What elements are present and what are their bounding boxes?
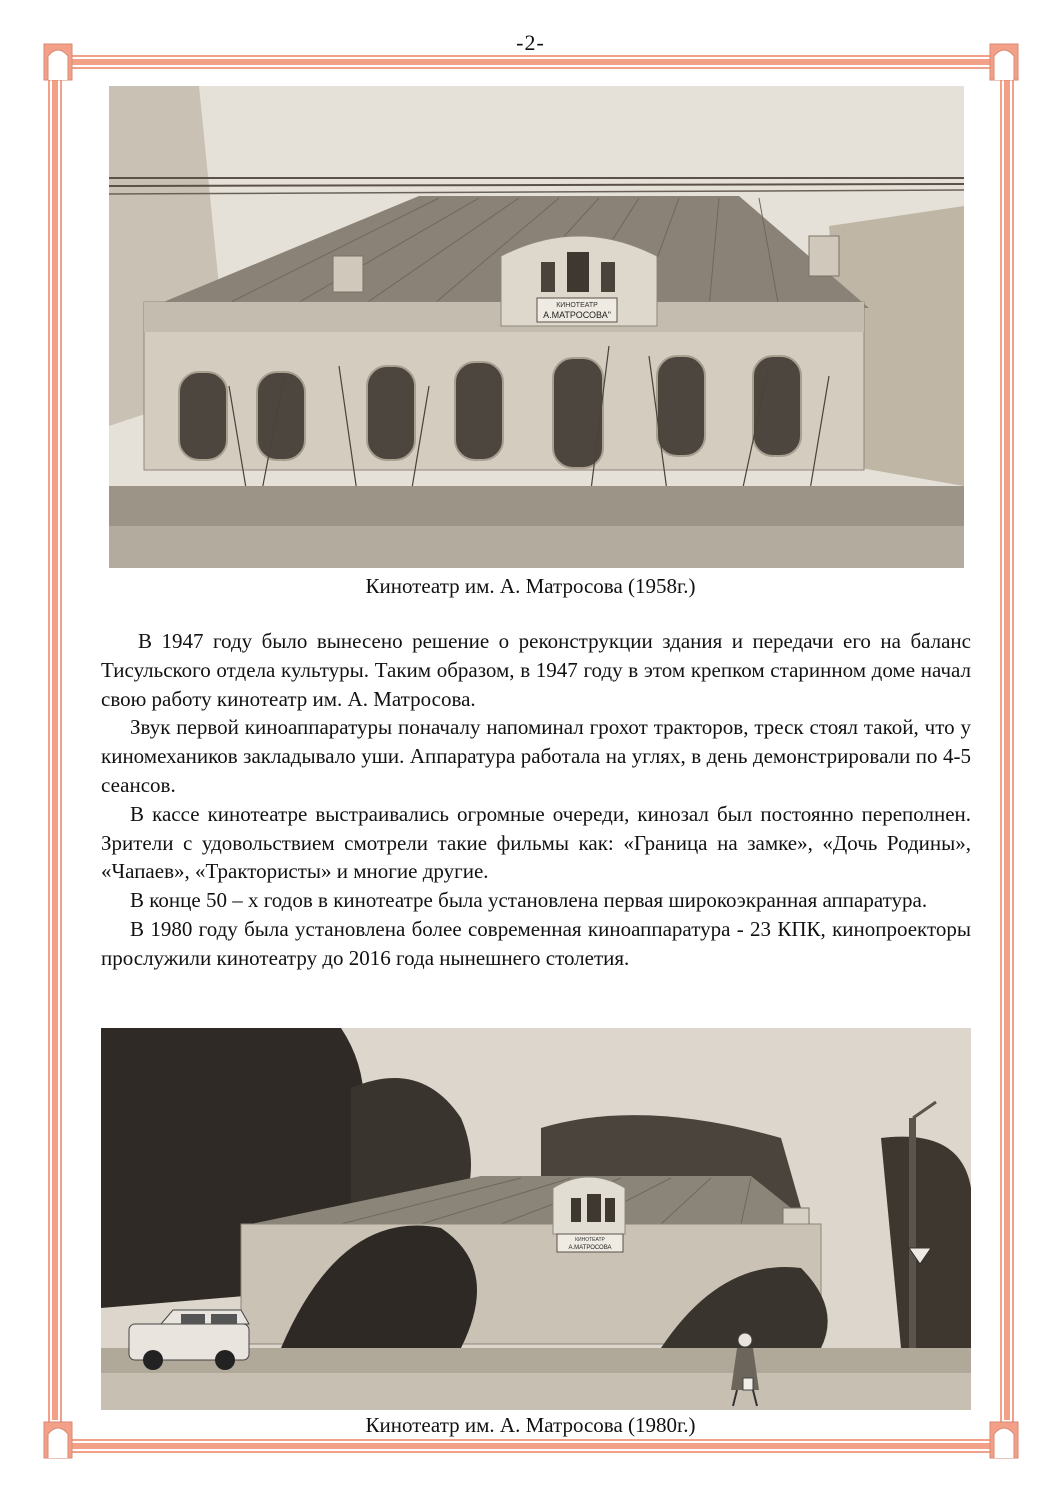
photo-1-sign-name: А.МАТРОСОВА"	[543, 310, 611, 320]
photo-2-sign-name: А.МАТРОСОВА	[568, 1245, 612, 1251]
frame-left-bar	[50, 78, 60, 1422]
paragraph-4: В конце 50 – х годов в кинотеатре была установлена первая широкоэкранная аппаратура.	[130, 888, 928, 913]
photo-cinema-1958	[109, 86, 964, 568]
photo-1-sign-top: КИНОТЕАТР	[556, 302, 598, 309]
paragraph-1: В 1947 году было вынесено решение о реконструкции здания и передачи его на баланс Тисульского отдела культуры. Таким образом, в 1947 году в этом крепком старинном доме начал свою работу кинотеатр им. А. Матросова.	[101, 629, 971, 711]
frame-top-bar	[70, 57, 992, 67]
photo-2-caption: Кинотеатр им. А. Матросова (1980г.)	[365, 1413, 696, 1437]
frame-corner-ornament-top-right	[988, 42, 1020, 82]
photo-1-caption: Кинотеатр им. А. Матросова (1958г.)	[365, 574, 696, 598]
paragraph-3: В кассе кинотеатре выстраивались огромные очереди, кинозал был постоянно переполнен. Зрители с удовольствием смотрели такие фильмы как: «Граница на замке», «Дочь Родины», «Чапаев», «Трактористы» и многие другие.	[101, 801, 971, 884]
photo-cinema-1980	[101, 1028, 971, 1410]
article-body	[101, 627, 971, 973]
page-number: -2-	[516, 30, 545, 55]
frame-right-bar	[1002, 78, 1012, 1422]
frame-corner-ornament-top-left	[42, 42, 74, 82]
photo-2-sign-top: КИНОТЕАТР	[575, 1237, 605, 1243]
paragraph-5: В 1980 году была установлена более современная киноаппаратура - 23 КПК, кинопроекторы прослужили кинотеатру до 2016 года нынешнего столетия.	[101, 916, 971, 970]
frame-bottom-bar	[70, 1441, 992, 1451]
paragraph-2: Звук первой киноаппаратуры поначалу напоминал грохот тракторов, треск стоял такой, что у киномехаников закладывало уши. Аппаратура работала на углях, в день демонстрировали по 4-5 сеансов.	[101, 715, 971, 797]
